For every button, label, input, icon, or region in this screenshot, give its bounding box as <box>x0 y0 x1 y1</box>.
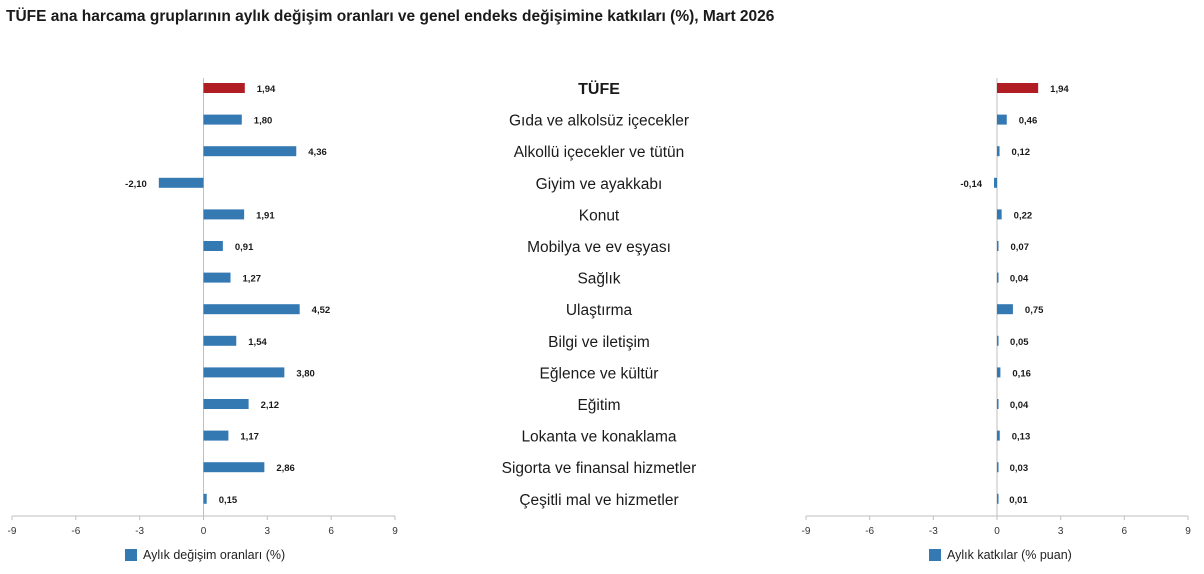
x-tick-label: 9 <box>392 526 398 537</box>
data-label: 1,80 <box>253 115 273 127</box>
data-label: 1,17 <box>240 431 259 443</box>
category-label: Eğitim <box>577 397 621 414</box>
bar <box>994 178 997 188</box>
data-label: 1,27 <box>242 273 262 285</box>
category-label: Konut <box>578 207 620 225</box>
legend-right <box>929 548 1072 562</box>
x-tick-label: 0 <box>994 526 1000 537</box>
bar <box>997 83 1038 93</box>
bar <box>204 273 231 283</box>
data-label: 0,75 <box>1024 305 1044 317</box>
category-label: Bilgi ve iletişim <box>548 333 650 351</box>
bar <box>204 146 297 156</box>
data-label: 0,12 <box>1011 147 1031 159</box>
bar <box>997 399 999 409</box>
data-label: 0,16 <box>1012 368 1031 380</box>
data-label: 1,91 <box>256 210 275 222</box>
bar <box>204 399 249 409</box>
bar <box>204 241 223 251</box>
category-label: Sağlık <box>577 270 621 288</box>
bar <box>204 462 265 472</box>
bar <box>997 431 1000 441</box>
legend-swatch <box>929 549 941 561</box>
data-label: 1,94 <box>256 84 276 95</box>
bar <box>204 209 245 219</box>
data-label: 0,22 <box>1013 210 1033 222</box>
category-label: Lokanta ve konaklama <box>521 428 677 446</box>
x-tick-label: 9 <box>1185 526 1191 537</box>
data-label: 0,05 <box>1010 336 1029 348</box>
data-label: 0,91 <box>234 242 254 253</box>
category-label: Ulaştırma <box>565 302 633 320</box>
category-label: Gıda ve alkolsüz içecekler <box>508 112 690 130</box>
data-label: 4,36 <box>308 147 327 159</box>
bar <box>997 241 999 251</box>
data-label: 0,15 <box>218 494 238 506</box>
data-label: 0,03 <box>1009 463 1029 475</box>
bar <box>997 209 1002 219</box>
data-label: -0,14 <box>960 178 983 190</box>
x-tick-label: -9 <box>801 526 811 537</box>
category-label: Sigorta ve finansal hizmetler <box>501 460 697 478</box>
x-tick-label: -6 <box>865 526 875 537</box>
data-label: 0,46 <box>1018 115 1038 127</box>
legend-label: Aylık katkılar (% puan) <box>947 548 1072 562</box>
bar <box>997 304 1013 314</box>
x-tick-label: 3 <box>1057 526 1064 537</box>
legend-swatch <box>125 549 137 561</box>
bar <box>997 115 1007 125</box>
category-label: Eğlence ve kültür <box>539 365 659 383</box>
category-label: TÜFE <box>578 81 620 98</box>
bar <box>997 462 999 472</box>
bar <box>997 273 999 283</box>
x-tick-label: 3 <box>264 526 271 537</box>
bar <box>204 304 300 314</box>
bar <box>204 367 285 377</box>
legend-left <box>125 548 285 562</box>
bar <box>997 494 999 504</box>
chart-title: TÜFE ana harcama gruplarının aylık değişim oranları ve genel endeks değişimine katkıları (%), Mart 2026 <box>6 8 775 25</box>
data-label: 2,86 <box>276 463 295 475</box>
x-tick-label: 6 <box>1121 526 1128 537</box>
data-label: 0,04 <box>1009 273 1029 285</box>
data-label: 4,52 <box>311 305 331 317</box>
category-label: Alkollü içecekler ve tütün <box>513 144 685 162</box>
data-label: 0,07 <box>1010 242 1029 253</box>
data-label: 3,80 <box>296 368 315 380</box>
category-label: Mobilya ve ev eşyası <box>527 239 671 256</box>
bar <box>204 431 229 441</box>
data-label: -2,10 <box>125 178 147 190</box>
category-label: Giyim ve ayakkabı <box>535 175 663 193</box>
bar <box>204 336 237 346</box>
x-tick-label: -9 <box>7 526 17 537</box>
category-label: Çeşitli mal ve hizmetler <box>519 491 679 509</box>
data-label: 1,94 <box>1050 84 1069 95</box>
bar <box>997 336 999 346</box>
bar <box>204 83 245 93</box>
data-label: 1,54 <box>248 336 267 348</box>
bar <box>159 178 204 188</box>
data-label: 2,12 <box>260 400 280 411</box>
x-tick-label: 6 <box>328 526 334 537</box>
x-tick-label: -3 <box>135 526 145 537</box>
x-tick-label: -3 <box>928 526 938 537</box>
data-label: 0,13 <box>1011 431 1031 443</box>
bar <box>997 367 1000 377</box>
bar <box>997 146 1000 156</box>
x-tick-label: -6 <box>71 526 81 537</box>
legend-label: Aylık değişim oranları (%) <box>143 548 286 562</box>
data-label: 0,04 <box>1009 400 1029 411</box>
data-label: 0,01 <box>1009 494 1028 506</box>
bar <box>204 494 207 504</box>
x-tick-label: 0 <box>200 526 207 537</box>
bar <box>204 115 242 125</box>
